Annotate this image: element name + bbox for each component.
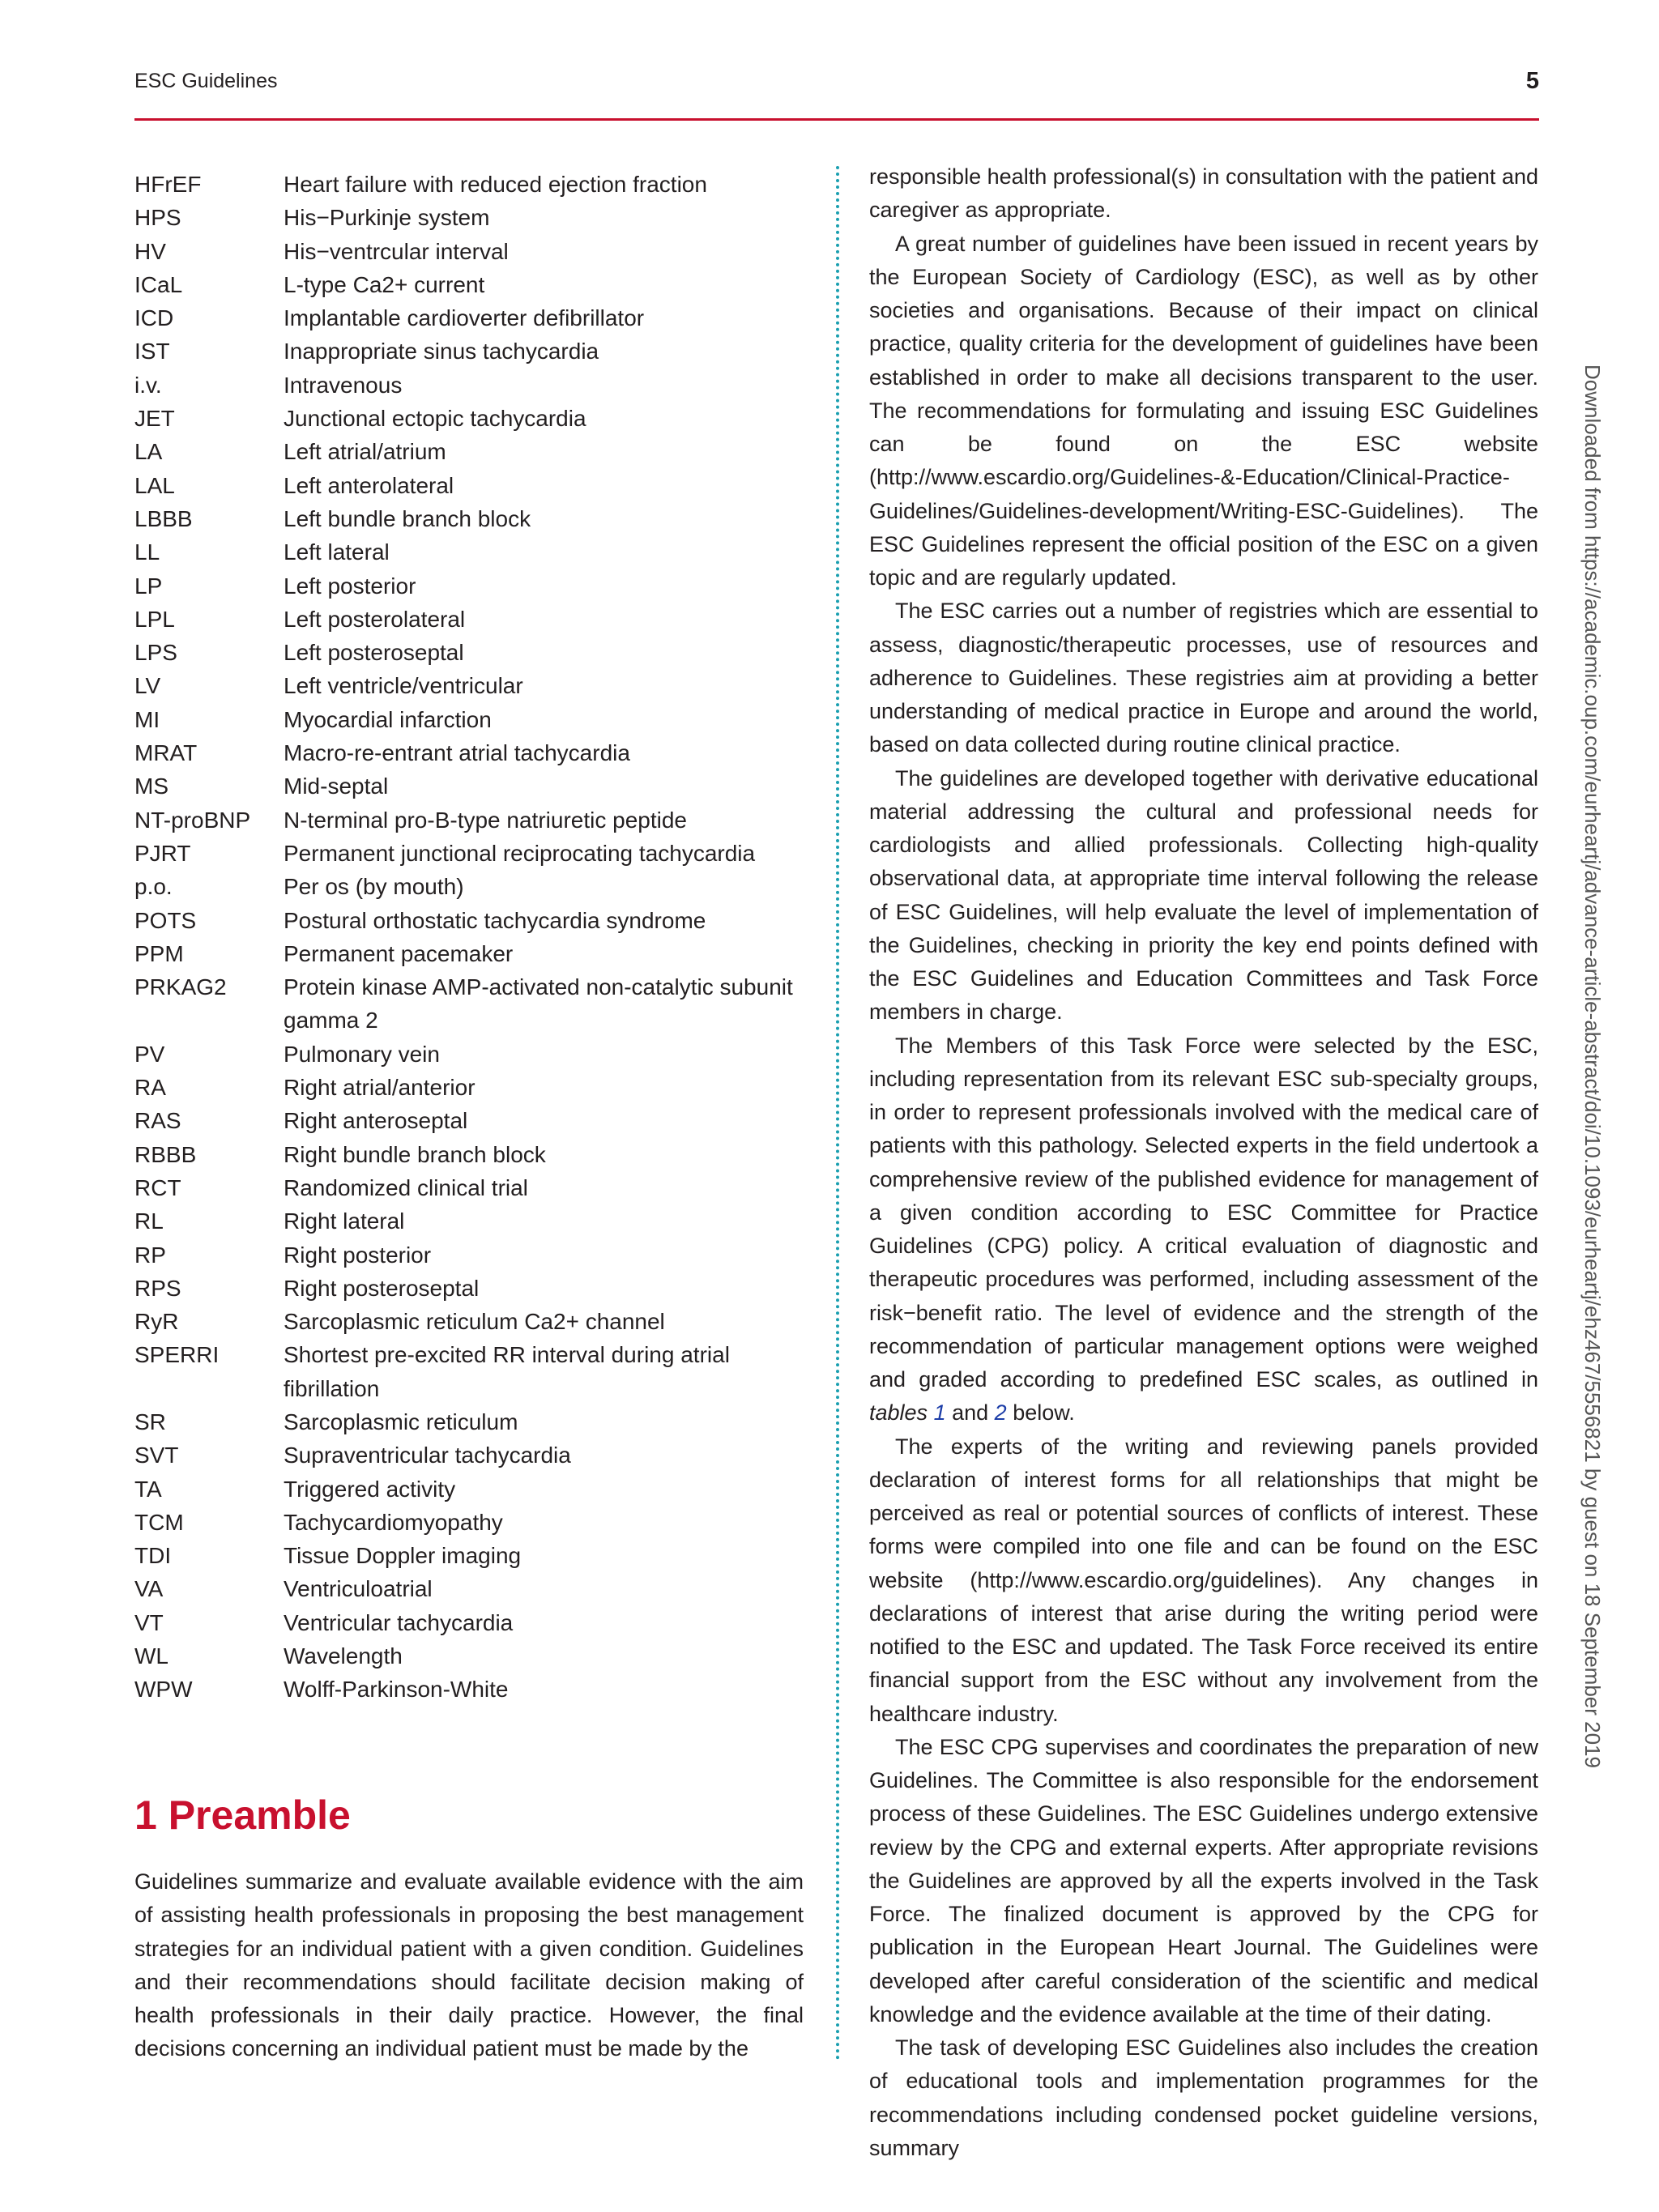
paragraph: responsible health professional(s) in consultation with the patient and caregiver as appropriate. [869, 164, 1538, 223]
abbreviation-row [134, 1338, 807, 1405]
header-rule [134, 118, 1539, 121]
page-number: 5 [1525, 68, 1539, 94]
abbreviation-term: LP [134, 573, 163, 599]
preamble-paragraph: Guidelines summarize and evaluate available evidence with the aim of assisting health professionals in proposing the best management strategies for an individual patient with a given condition. Guidelines and their recommendations should facilitate decision making of health professionals in their daily practice. However, the final decisions concerning an individual patient must be made by the [134, 1869, 804, 2061]
abbreviation-term: RA [134, 1075, 166, 1101]
abbreviation-term: PJRT [134, 840, 191, 866]
abbreviation-term: RyR [134, 1309, 179, 1335]
abbreviation-definition: Macro-re-entrant atrial tachycardia [284, 740, 630, 766]
abbreviation-row [134, 1272, 807, 1305]
abbreviation-row [134, 268, 807, 301]
abbreviation-row [134, 569, 807, 603]
abbreviation-definition: Intravenous [284, 372, 403, 398]
paragraph: The ESC carries out a number of registries which are essential to assess, diagnostic/therapeutic processes, use of resources and adherence to Guidelines. These registries aim at providing a better understanding of medical practice in Europe and around the world, based on data collected during routine clinical practice. [869, 599, 1538, 757]
paragraph-tables-reference [869, 1029, 1538, 1430]
abbreviation-term: RPS [134, 1275, 181, 1301]
abbreviation-term: i.v. [134, 372, 162, 398]
abbreviation-definition: Ventricular tachycardia [284, 1609, 514, 1635]
abbreviation-term: ICaL [134, 271, 183, 297]
abbreviation-definition: His−ventrcular interval [284, 238, 509, 264]
abbreviation-term: TDI [134, 1543, 172, 1569]
abbreviation-definition: Triggered activity [284, 1476, 456, 1502]
abbreviation-definition: Mid-septal [284, 774, 389, 799]
abbreviation-row [134, 1171, 807, 1204]
abbreviation-definition: Implantable cardioverter defibrillator [284, 305, 645, 331]
abbreviation-term: HV [134, 238, 166, 264]
paragraph: The guidelines are developed together with derivative educational material addressing the cultural and professional needs for cardiologists and allied professionals. Collecting high-quality observational data, at appropriate time interval following the release of ESC Guidelines, will help evaluate the level of implementation of the Guidelines, checking in priority the key end points defined with the ESC Guidelines and Education Committees and Task Force members in charge. [869, 765, 1538, 1025]
abbreviation-term: p.o. [134, 874, 173, 900]
abbreviation-term: LAL [134, 472, 175, 498]
tables-word: tables [869, 1400, 928, 1426]
abbreviation-definition: Right atrial/anterior [284, 1075, 476, 1101]
running-head: ESC Guidelines [134, 70, 278, 92]
right-column-text [869, 160, 1538, 2165]
abbreviation-row [134, 1071, 807, 1104]
abbreviation-definition: Tissue Doppler imaging [284, 1543, 522, 1569]
abbreviation-row [134, 369, 807, 402]
abbreviation-row [134, 1104, 807, 1137]
abbreviation-definition: Postural orthostatic tachycardia syndrome [284, 907, 706, 933]
abbreviation-row [134, 335, 807, 368]
abbreviation-definition: Junctional ectopic tachycardia [284, 406, 586, 432]
abbreviation-term: LBBB [134, 505, 193, 531]
abbreviation-row [134, 937, 807, 970]
abbreviation-definition: Shortest pre-excited RR interval during atrial fibrillation [284, 1342, 730, 1401]
paragraph-end-text: below. [1006, 1400, 1075, 1426]
abbreviation-term: POTS [134, 907, 197, 933]
abbreviation-row [134, 1673, 807, 1706]
abbreviation-definition: Per os (by mouth) [284, 874, 464, 900]
abbreviation-row [134, 1438, 807, 1472]
abbreviation-row [134, 1639, 807, 1673]
abbreviation-definition: Pulmonary vein [284, 1041, 440, 1067]
abbreviation-definition: Right anteroseptal [284, 1108, 468, 1134]
abbreviation-row [134, 402, 807, 435]
abbreviation-term: RL [134, 1208, 164, 1234]
abbreviation-row [134, 769, 807, 803]
abbreviation-row [134, 703, 807, 736]
abbreviation-definition: Randomized clinical trial [284, 1174, 528, 1200]
abbreviation-definition: Wolff-Parkinson-White [284, 1677, 509, 1703]
abbreviation-row [134, 1606, 807, 1639]
abbreviation-definition: Left atrial/atrium [284, 439, 446, 465]
abbreviation-row [134, 837, 807, 870]
abbreviation-row [134, 1539, 807, 1572]
paragraph: The experts of the writing and reviewing panels provided declaration of interest forms for all relationships that might be perceived as real or potential sources of conflicts of interest. These forms were compiled into one file and can be found on the ESC website (http://www.escardio.org/guidelines). Any changes in declarations of interest that arise during the writing period were notified to the ESC and updated. The Task Force received its entire financial support from the ESC without any involvement from the healthcare industry. [869, 1434, 1538, 1726]
abbreviation-row [134, 870, 807, 903]
and-text: and [945, 1400, 995, 1426]
abbreviation-definition: Right posteroseptal [284, 1275, 480, 1301]
abbreviation-row [134, 736, 807, 769]
abbreviation-term: TCM [134, 1509, 184, 1535]
abbreviation-definition: Right posterior [284, 1242, 432, 1268]
abbreviation-term: LV [134, 673, 161, 699]
abbreviation-row [134, 435, 807, 468]
abbreviation-definition: Sarcoplasmic reticulum [284, 1409, 518, 1434]
abbreviation-row [134, 469, 807, 502]
abbreviation-definition: Sarcoplasmic reticulum Ca2+ channel [284, 1309, 665, 1335]
abbreviation-row [134, 803, 807, 837]
abbreviation-term: MI [134, 706, 160, 732]
abbreviation-row [134, 1204, 807, 1238]
abbreviation-term: MRAT [134, 740, 198, 766]
abbreviation-term: SPERRI [134, 1342, 220, 1368]
abbreviation-definition: Wavelength [284, 1643, 403, 1669]
abbreviation-definition: Right lateral [284, 1208, 405, 1234]
abbreviation-definition: Tachycardiomyopathy [284, 1509, 503, 1535]
abbreviation-term: RCT [134, 1174, 181, 1200]
abbreviation-term: LL [134, 539, 160, 565]
abbreviation-definition: Left bundle branch block [284, 505, 531, 531]
abbreviation-term: WPW [134, 1677, 193, 1703]
abbreviation-row [134, 636, 807, 669]
abbreviation-term: LPL [134, 606, 175, 632]
abbreviation-definition: Supraventricular tachycardia [284, 1443, 571, 1468]
abbreviation-row [134, 1038, 807, 1071]
abbreviation-term: RBBB [134, 1141, 197, 1167]
abbreviation-row [134, 235, 807, 268]
abbreviation-definition: Left posterior [284, 573, 416, 599]
abbreviation-term: RAS [134, 1108, 181, 1134]
abbreviation-definition: Right bundle branch block [284, 1141, 546, 1167]
abbreviation-row [134, 904, 807, 937]
abbreviation-term: NT-proBNP [134, 807, 251, 833]
paragraph-text: The Members of this Task Force were selected by the ESC, including representation from its relevant ESC sub-specialty groups, in order to represent professionals involved with the medical care of patients with this pathology. Selected experts in the field undertook a comprehensive review of the published evidence for management of a given condition according to ESC Committee for Practice Guidelines (CPG) policy. A critical evaluation of diagnostic and therapeutic procedures was performed, including assessment of the risk−benefit ratio. The level of evidence and the strength of the recommendation of particular management options were weighed and graded according to predefined ESC scales, as outlined in [869, 1033, 1538, 1392]
abbreviation-term: RP [134, 1242, 166, 1268]
abbreviation-definition: N-terminal pro-B-type natriuretic peptide [284, 807, 687, 833]
column-divider [836, 166, 839, 2061]
abbreviation-row [134, 1473, 807, 1506]
abbreviation-term: HFrEF [134, 172, 202, 197]
abbreviation-term: LA [134, 439, 163, 465]
abbreviation-row [134, 1238, 807, 1272]
abbreviation-term: LPS [134, 640, 177, 666]
abbreviation-definition: Myocardial infarction [284, 706, 492, 732]
abbreviation-term: MS [134, 774, 168, 799]
abbreviation-definition: Protein kinase AMP-activated non-catalytic subunit gamma 2 [284, 974, 793, 1034]
abbreviation-term: ICD [134, 305, 174, 331]
abbreviation-definition: Permanent pacemaker [284, 940, 514, 966]
abbreviation-row [134, 669, 807, 702]
download-watermark: Downloaded from https://academic.oup.com/eurheartj/advance-article-abstract/doi/10.1093/eurheartj/ehz467/5556821 by guest on 18 September 2019 [1580, 364, 1605, 1768]
abbreviation-row [134, 1572, 807, 1605]
abbreviation-definition: Left posteroseptal [284, 640, 464, 666]
abbreviation-row [134, 1138, 807, 1171]
abbreviation-row [134, 970, 807, 1038]
abbreviation-term: VA [134, 1576, 164, 1602]
abbreviation-row [134, 1405, 807, 1438]
section-heading-preamble: 1 Preamble [134, 1792, 351, 1838]
abbreviation-definition: Ventriculoatrial [284, 1576, 433, 1602]
abbreviation-term: IST [134, 339, 170, 364]
abbreviation-definition: Permanent junctional reciprocating tachycardia [284, 840, 756, 866]
abbreviation-term: HPS [134, 205, 181, 231]
abbreviation-term: VT [134, 1609, 164, 1635]
abbreviation-definition: Left ventricle/ventricular [284, 673, 523, 699]
abbreviation-row [134, 502, 807, 535]
abbreviation-term: SR [134, 1409, 166, 1434]
paragraph: A great number of guidelines have been issued in recent years by the European Society of Cardiology (ESC), as well as by other societies and organisations. Because of their impact on clinical practice, quality criteria for the development of guidelines have been established in order to make all decisions transparent to the user. The recommendations for formulating and issuing ESC Guidelines can be found on the ESC website (http://www.escardio.org/Guidelines-&-Education/Clinical-Practice-Guidelines/Guidelines-development/Writing-ESC-Guidelines). The ESC Guidelines represent the official position of the ESC on a given topic and are regularly updated. [869, 231, 1538, 590]
abbreviation-row [134, 1506, 807, 1539]
abbreviation-term: PPM [134, 940, 184, 966]
abbreviation-definition: His−Purkinje system [284, 205, 490, 231]
abbreviation-row [134, 301, 807, 335]
abbreviation-definition: Inappropriate sinus tachycardia [284, 339, 599, 364]
abbreviation-term: JET [134, 406, 175, 432]
abbreviation-list [134, 168, 807, 1707]
abbreviation-definition: L-type Ca2+ current [284, 271, 485, 297]
abbreviation-row [134, 168, 807, 201]
abbreviation-term: SVT [134, 1443, 179, 1468]
abbreviation-definition: Left anterolateral [284, 472, 454, 498]
table-1-link[interactable]: 1 [933, 1400, 946, 1426]
abbreviation-term: PV [134, 1041, 165, 1067]
abbreviation-definition: Heart failure with reduced ejection fraction [284, 172, 707, 197]
paragraph: The task of developing ESC Guidelines also includes the creation of educational tools and implementation programmes for the recommendations including condensed pocket guideline versions, summary [869, 2035, 1538, 2160]
abbreviation-definition: Left posterolateral [284, 606, 466, 632]
abbreviation-term: PRKAG2 [134, 974, 227, 1000]
abbreviation-term: TA [134, 1476, 162, 1502]
abbreviation-row [134, 201, 807, 234]
abbreviation-definition: Left lateral [284, 539, 390, 565]
table-2-link[interactable]: 2 [994, 1400, 1007, 1426]
paragraph: The ESC CPG supervises and coordinates the preparation of new Guidelines. The Committee is also responsible for the endorsement process of these Guidelines. The ESC Guidelines undergo extensive review by the CPG and external experts. After appropriate revisions the Guidelines are approved by all the experts involved in the Task Force. The finalized document is approved by the CPG for publication in the European Heart Journal. The Guidelines were developed after careful consideration of the scientific and medical knowledge and the evidence available at the time of their dating. [869, 1734, 1538, 2027]
abbreviation-row [134, 535, 807, 569]
abbreviation-row [134, 603, 807, 636]
abbreviation-row [134, 1305, 807, 1338]
abbreviation-term: WL [134, 1643, 168, 1669]
